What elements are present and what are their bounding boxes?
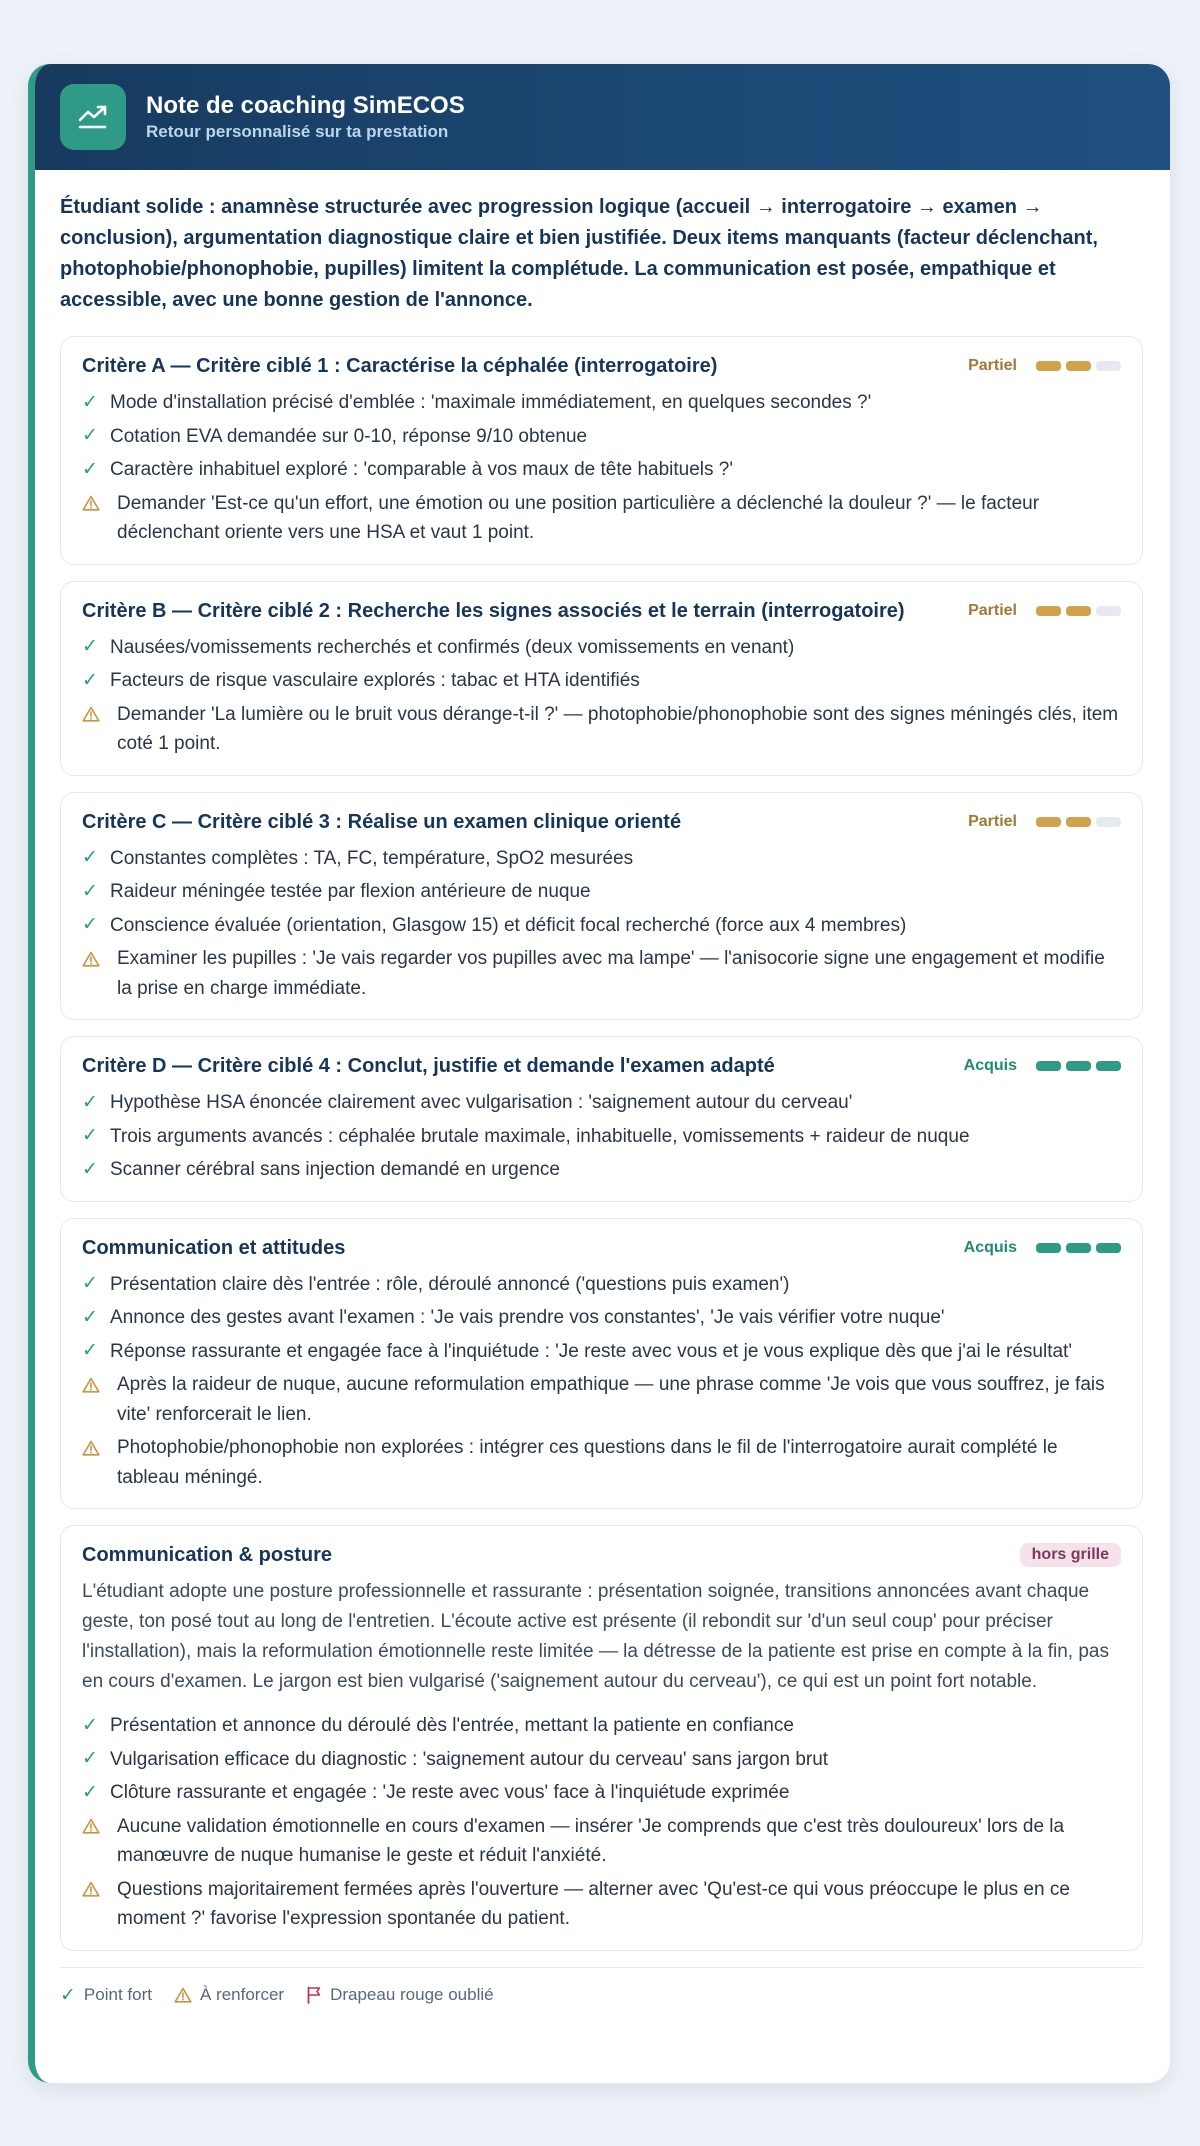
criteria-list xyxy=(60,336,1143,1509)
warning-icon xyxy=(82,1812,117,1841)
strength-item xyxy=(82,388,1121,418)
check-icon: ✓ xyxy=(82,1714,98,1736)
strength-item xyxy=(82,1303,1121,1333)
strength-item xyxy=(82,1088,1121,1118)
criterion-status xyxy=(968,357,1121,375)
status-level-bars xyxy=(1031,361,1121,371)
coaching-card xyxy=(28,64,1170,2083)
warning-icon xyxy=(82,489,117,518)
status-label: Acquis xyxy=(963,1057,1017,1074)
legend-point-fort xyxy=(60,1984,152,2007)
item-text: Examiner les pupilles : 'Je vais regarder vos pupilles avec ma lampe' — l'anisocorie signe une engagement et modifie la prise en charge immédiate. xyxy=(117,948,1105,999)
criterion-title: Critère D — Critère ciblé 4 : Conclut, justifie et demande l'examen adapté xyxy=(82,1055,775,1077)
legend-warn-label: À renforcer xyxy=(199,1985,285,2004)
improvement-item xyxy=(82,1370,1121,1429)
item-text: Nausées/vomissements recherchés et confirmés (deux vomissements en venant) xyxy=(110,636,795,658)
item-text: Présentation claire dès l'entrée : rôle, déroulé annoncé ('questions puis examen') xyxy=(110,1273,790,1295)
item-text: Demander 'Est-ce qu'un effort, une émotion ou une position particulière a déclenché la douleur ?' — le facteur déclenchant oriente vers une HSA et vaut 1 point. xyxy=(117,492,1040,543)
criterion-items xyxy=(82,1270,1121,1493)
posture-paragraph: L'étudiant adopte une posture professionnelle et rassurante : présentation soignée, transitions annoncées avant chaque geste, ton posé tout au long de l'entretien. L'écoute active est présente (il rebondit sur 'd'un seul coup' pour préciser l'installation), mais la reformulation émotionnelle reste limitée — la détresse de la patiente est prise en compte à la fin, pas en cours d'examen. Le jargon est bien vulgarisé ('saignement autour du cerveau'), ce qui est un point fort notable. xyxy=(82,1581,1109,1692)
level-bar xyxy=(1096,817,1121,827)
strength-item xyxy=(82,633,1121,663)
legend-ok-label: Point fort xyxy=(83,1985,152,2004)
improvement-item xyxy=(82,700,1121,759)
page-subtitle: Retour personnalisé sur ta prestation xyxy=(146,122,449,141)
item-text: Annonce des gestes avant l'examen : 'Je vais prendre vos constantes', 'Je vais vérifier votre nuque' xyxy=(110,1307,945,1328)
check-icon: ✓ xyxy=(82,1125,98,1147)
criterion-card xyxy=(60,581,1143,776)
criterion-items xyxy=(82,388,1121,548)
legend xyxy=(60,1967,1143,2007)
level-bar xyxy=(1036,606,1061,616)
item-text: Présentation et annonce du déroulé dès l'entrée, mettant la patiente en confiance xyxy=(110,1715,794,1736)
criterion-card xyxy=(60,336,1143,565)
criterion-card xyxy=(60,792,1143,1021)
check-icon: ✓ xyxy=(82,1158,98,1180)
item-text: Cotation EVA demandée sur 0-10, réponse 9/10 obtenue xyxy=(110,425,588,447)
trend-chart-icon xyxy=(60,84,126,150)
strength-item xyxy=(82,911,1121,941)
item-text: Photophobie/phonophobie non explorées : intégrer ces questions dans le fil de l'interrogatoire aurait complété le tableau méningé. xyxy=(117,1437,1058,1488)
item-text: Hypothèse HSA énoncée clairement avec vulgarisation : 'saignement autour du cerveau' xyxy=(110,1092,853,1113)
item-text: Réponse rassurante et engagée face à l'inquiétude : 'Je reste avec vous et je vous explique dès que j'ai le résultat' xyxy=(110,1340,1072,1362)
status-label: Partiel xyxy=(968,601,1017,619)
strength-item xyxy=(82,422,1121,452)
flag-icon xyxy=(306,1986,322,2004)
criterion-items xyxy=(82,633,1121,759)
check-icon: ✓ xyxy=(82,1273,98,1295)
improvement-item xyxy=(82,1812,1121,1871)
strength-item xyxy=(82,877,1121,907)
check-icon: ✓ xyxy=(82,636,98,658)
criterion-status xyxy=(964,1057,1121,1075)
criterion-title: Communication et attitudes xyxy=(82,1236,346,1259)
check-icon: ✓ xyxy=(82,914,98,936)
check-icon: ✓ xyxy=(82,1306,98,1328)
posture-items xyxy=(82,1711,1121,1934)
check-icon: ✓ xyxy=(82,1340,98,1362)
card-header xyxy=(35,64,1170,170)
item-text: Clôture rassurante et engagée : 'Je reste avec vous' face à l'inquiétude exprimée xyxy=(110,1782,790,1803)
criterion-card xyxy=(60,1218,1143,1510)
level-bar xyxy=(1036,1061,1061,1071)
level-bar xyxy=(1036,361,1061,371)
strength-item xyxy=(82,1155,1121,1185)
warning-icon xyxy=(82,1370,117,1399)
status-label: Partiel xyxy=(968,812,1017,830)
strength-item xyxy=(82,1122,1121,1152)
check-icon: ✓ xyxy=(82,880,98,902)
check-icon: ✓ xyxy=(82,391,98,413)
status-level-bars xyxy=(1031,1243,1121,1253)
level-bar xyxy=(1036,1243,1061,1253)
warning-icon xyxy=(82,944,117,973)
status-label: Acquis xyxy=(963,1238,1017,1256)
level-bar xyxy=(1096,606,1121,616)
criterion-items xyxy=(82,844,1121,1004)
check-icon: ✓ xyxy=(82,847,98,869)
improvement-item xyxy=(82,944,1121,1003)
posture-title: Communication & posture xyxy=(82,1544,333,1566)
check-icon: ✓ xyxy=(82,458,98,480)
item-text: Trois arguments avancés : céphalée brutale maximale, inhabituelle, vomissements + raideur de nuque xyxy=(110,1125,970,1147)
criterion-card xyxy=(60,1036,1143,1202)
level-bar xyxy=(1096,1061,1121,1071)
item-text: Vulgarisation efficace du diagnostic : 'saignement autour du cerveau' sans jargon brut xyxy=(110,1748,829,1770)
level-bar xyxy=(1066,1243,1091,1253)
level-bar xyxy=(1096,361,1121,371)
item-text: Facteurs de risque vasculaire explorés : tabac et HTA identifiés xyxy=(110,670,640,691)
strength-item xyxy=(82,666,1121,696)
level-bar xyxy=(1066,1061,1091,1071)
status-label: Partiel xyxy=(968,357,1017,374)
level-bar xyxy=(1066,817,1091,827)
item-text: Caractère inhabituel exploré : 'comparable à vos maux de tête habituels ?' xyxy=(110,459,734,480)
strength-item xyxy=(82,1745,1121,1775)
legend-flag-label: Drapeau rouge oublié xyxy=(330,1985,494,2004)
item-text: Après la raideur de nuque, aucune reformulation empathique — une phrase comme 'Je vois que vous souffrez, je fais vite' renforcerait le lien. xyxy=(117,1374,1105,1425)
improvement-item xyxy=(82,1875,1121,1934)
strength-item xyxy=(82,1270,1121,1300)
criterion-title: Critère B — Critère ciblé 2 : Recherche les signes associés et le terrain (interrogatoire) xyxy=(82,599,905,622)
status-level-bars xyxy=(1031,817,1121,827)
check-icon: ✓ xyxy=(82,1748,98,1770)
criterion-items xyxy=(82,1088,1121,1185)
criterion-status xyxy=(968,813,1121,831)
posture-section xyxy=(60,1525,1143,1951)
improvement-item xyxy=(82,1433,1121,1492)
status-level-bars xyxy=(1031,1061,1121,1071)
strength-item xyxy=(82,455,1121,485)
criterion-title: Critère C — Critère ciblé 3 : Réalise un examen clinique orienté xyxy=(82,810,682,833)
level-bar xyxy=(1066,606,1091,616)
check-icon: ✓ xyxy=(82,1091,98,1113)
item-text: Constantes complètes : TA, FC, température, SpO2 mesurées xyxy=(110,847,634,869)
item-text: Raideur méningée testée par flexion antérieure de nuque xyxy=(110,881,591,902)
item-text: Scanner cérébral sans injection demandé en urgence xyxy=(110,1159,560,1180)
legend-a-renforcer xyxy=(174,1985,284,2005)
item-text: Conscience évaluée (orientation, Glasgow 15) et déficit focal recherché (force aux 4 membres) xyxy=(110,914,907,936)
level-bar xyxy=(1036,817,1061,827)
item-text: Aucune validation émotionnelle en cours d'examen — insérer 'Je comprends que c'est très douloureux' lors de la manœuvre de nuque humanise le geste et réduit l'anxiété. xyxy=(117,1815,1065,1866)
item-text: Demander 'La lumière ou le bruit vous dérange-t-il ?' — photophobie/phonophobie sont des signes méningés clés, item coté 1 point. xyxy=(117,703,1119,754)
criterion-title: Critère A — Critère ciblé 1 : Caractérise la céphalée (interrogatoire) xyxy=(82,355,718,377)
warning-icon xyxy=(82,1433,117,1462)
strength-item xyxy=(82,1778,1121,1808)
summary-text: Étudiant solide : anamnèse structurée avec progression logique (accueil → interrogatoire → examen → conclusion), argumentation diagnostique claire et bien justifiée. Deux items manquants (facteur déclenchant, photophobie/phonophobie, pupilles) limitent la complétude. La communication est posée, empathique et accessible, avec une bonne gestion de l'annonce. xyxy=(60,196,1098,311)
check-icon: ✓ xyxy=(60,1984,76,2006)
strength-item xyxy=(82,1337,1121,1367)
check-icon: ✓ xyxy=(82,425,98,447)
check-icon: ✓ xyxy=(82,1781,98,1803)
criterion-status xyxy=(968,602,1121,620)
status-level-bars xyxy=(1031,606,1121,616)
level-bar xyxy=(1096,1243,1121,1253)
level-bar xyxy=(1066,361,1091,371)
legend-drapeau-rouge xyxy=(306,1985,494,2005)
warning-icon xyxy=(82,1875,117,1904)
check-icon: ✓ xyxy=(82,669,98,691)
strength-item xyxy=(82,844,1121,874)
strength-item xyxy=(82,1711,1121,1741)
item-text: Mode d'installation précisé d'emblée : 'maximale immédiatement, en quelques secondes ?' xyxy=(110,392,872,413)
criterion-status xyxy=(964,1239,1121,1257)
warning-icon xyxy=(174,1987,192,2003)
page-title: Note de coaching SimECOS xyxy=(146,92,465,119)
improvement-item xyxy=(82,489,1121,548)
off-grid-badge: hors grille xyxy=(1020,1543,1121,1567)
warning-icon xyxy=(82,700,117,729)
item-text: Questions majoritairement fermées après l'ouverture — alterner avec 'Qu'est-ce qui vous préoccupe le plus en ce moment ?' favorise l'expression spontanée du patient. xyxy=(117,1878,1070,1929)
